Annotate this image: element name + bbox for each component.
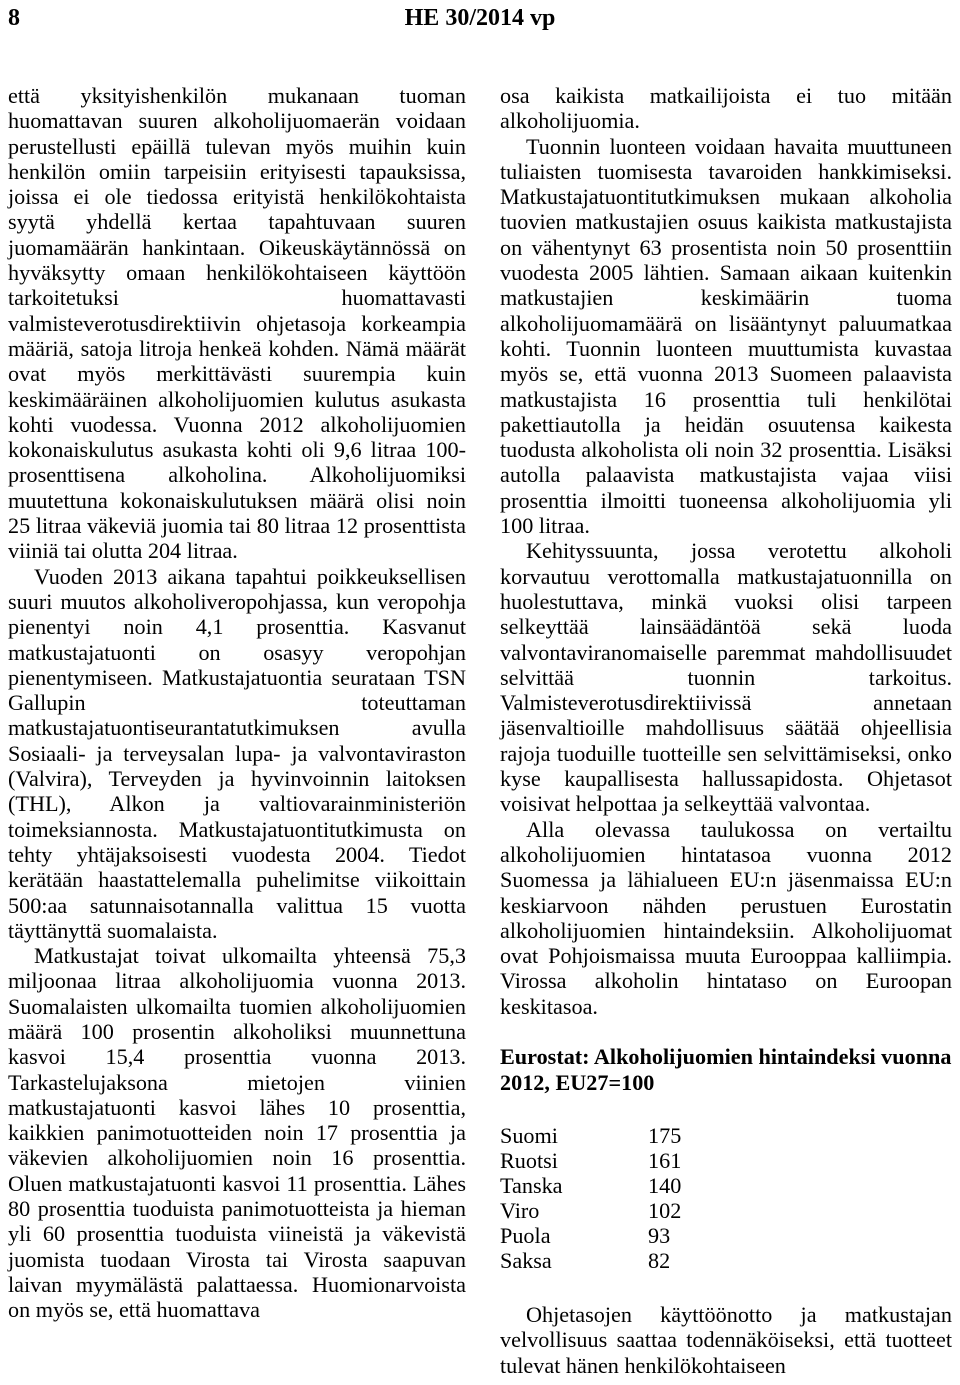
table-caption: Eurostat: Alkoholijuomien hintaindeksi vuonna 2012, EU27=100	[500, 1043, 952, 1095]
table-cell-value: 161	[648, 1147, 682, 1173]
price-index-table	[500, 1123, 681, 1273]
table-row	[500, 1173, 681, 1198]
body-paragraph: että yksityishenkilön mukanaan tuoman huomattavan suuren alkoholijuomaerän voidaan perustellusti epäillä tulevan myös muihin kuin henkilön omiin tarpeisiin erityisesti tapauksissa, joissa ei ole tiedossa erityistä henkilökohtaista syytä yhdellä kertaa tapahtuvaan suuren juomamäärän hankintaan. Oikeuskäytännössä on hyväksytty omaan henkilökohtaiseen käyttöön tarkoitetuksi huomattavasti valmisteverotusdirektiivin ohjetasoja korkeampia määriä, satoja litroja henkeä kohden. Nämä määrät ovat myös merkittävästi suurempia kuin keskimääräinen alkoholijuomien kulutus asukasta kohti vuodessa. Vuonna 2012 alkoholijuomien kokonaiskulutus asukasta kohti oli 9,6 litraa 100-prosenttisena alkoholina. Alkoholijuomiksi muutettuna kokonaiskulutuksen määrä olisi noin 25 litraa väkeviä juomia tai 80 litraa 12 prosenttista viiniä tai olutta 204 litraa.	[8, 83, 466, 564]
body-paragraph: Matkustajat toivat ulkomailta yhteensä 75,3 miljoonaa litraa alkoholijuomia vuonna 2013. Suomalaisten ulkomailta tuomien alkoholijuomien määrä 100 prosentin alkoholiksi muunnettuna kasvoi 15,4 prosenttia vuonna 2013. Tarkastelujaksona mietojen viinien matkustajatuonti kasvoi lähes 10 prosenttia, kaikkien panimotuotteiden noin 17 prosenttia ja väkevien alkoholijuomien noin 16 prosenttia. Oluen matkustajatuonti kasvoi 11 prosenttia. Lähes 80 prosenttia tuoduista panimotuotteista ja hieman yli 60 prosenttia tuoduista viineistä ja väkevistä juomista tuodaan Virosta tai Virosta saapuvan laivan myymälästä palattaessa. Huomionarvoista on myös se, että huomattava	[8, 943, 466, 1323]
page-number: 8	[8, 5, 20, 31]
table-cell-country: Ruotsi	[500, 1147, 558, 1173]
table-cell-country: Suomi	[500, 1122, 558, 1148]
table-cell-value: 93	[648, 1222, 671, 1248]
table-row	[500, 1223, 681, 1248]
body-paragraph: Kehityssuunta, jossa verotettu alkoholi korvautuu verottomalla matkustajatuonnilla on huolestuttava, minkä vuoksi olisi tarpeen selkeyttää lainsäädäntöä sekä luoda valvontaviranomaiselle paremmat mahdollisuudet selvittää tuonnin tarkoitus. Valmisteverotusdirektiivissä annetaan jäsenvaltioille mahdollisuus säätää ohjeellisia rajoja tuoduille tuotteille sen selvittämiseksi, onko kyse kaupallisesta hallussapidosta. Ohjetasot voisivat helpottaa ja selkeyttää valvontaa.	[500, 538, 952, 817]
table-cell-country: Puola	[500, 1222, 551, 1248]
table-cell-value: 102	[648, 1197, 682, 1223]
document-id: HE 30/2014 vp	[404, 5, 556, 31]
table-cell-value: 175	[648, 1122, 682, 1148]
body-paragraph: Ohjetasojen käyttöönotto ja matkustajan velvollisuus saattaa todennäköiseksi, että tuotteet tulevat hänen henkilökohtaiseen	[500, 1301, 952, 1378]
table-cell-country: Viro	[500, 1197, 540, 1223]
table-cell-country: Saksa	[500, 1247, 552, 1273]
body-paragraph: Tuonnin luonteen voidaan havaita muuttuneen tuliaisten tuomisesta tavaroiden hankkimiseksi. Matkustajatuontitutkimuksen mukaan alkoholia tuovien matkustajien osuus kaikista matkustajista on vähentynyt 63 prosentista noin 50 prosenttiin vuodesta 2005 lähtien. Samaan aikaan kuitenkin matkustajien keskimäärin tuoma alkoholijuomamäärä on lisääntynyt paluumatkaa kohti. Tuonnin luonteen muuttumista kuvastaa myös se, että vuonna 2013 Suomeen palaavista matkustajista 16 prosenttia tuli henkilötai pakettiautolla ja heidän osuutensa kaikesta tuodusta alkoholista oli noin 32 prosenttia. Lisäksi autolla palaavista matkustajista vajaa viisi prosenttia ilmoitti tuoneensa alkoholijuomia yli 100 litraa.	[500, 133, 952, 539]
body-paragraph: Alla olevassa taulukossa on vertailtu alkoholijuomien hintatasoa vuonna 2012 Suomessa ja lähialueen EU:n jäsenmaissa EU:n keskiarvoon nähden perustuen Eurostatin alkoholijuomien hintaindeksiin. Alkoholijuomat ovat Pohjoismaissa muuta Eurooppaa kalliimpia. Virossa alkoholin hintataso on Euroopan keskitasoa.	[500, 816, 952, 1019]
table-row	[500, 1248, 681, 1273]
body-paragraph: osa kaikista matkailijoista ei tuo mitään alkoholijuomia.	[500, 83, 952, 134]
table-row	[500, 1123, 681, 1148]
table-cell-value: 140	[648, 1172, 682, 1198]
table-cell-country: Tanska	[500, 1172, 563, 1198]
spacer	[500, 1273, 952, 1302]
body-paragraph: Vuoden 2013 aikana tapahtui poikkeuksellisen suuri muutos alkoholiveropohjassa, kun veropohja pienentyi noin 4,1 prosenttia. Kasvanut matkustajatuonti on osasyy veropohjan pienentymiseen. Matkustajatuontia seurataan TSN Gallupin toteuttaman matkustajatuontiseurantatutkimuksen avulla Sosiaali- ja terveysalan lupa- ja valvontaviraston (Valvira), Terveyden ja hyvinvoinnin laitoksen (THL), Alkon ja valtiovarainministeriön toimeksiannosta. Matkustajatuontitutkimusta on tehty yhtäjaksoisesti vuodesta 2004. Tiedot kerätään haastattelemalla puhelimitse viikoittain 500:aa satunnaisotannalla valittua 15 vuotta täyttänyttä suomalaista.	[8, 563, 466, 943]
left-column	[8, 83, 466, 1323]
right-column	[500, 83, 952, 1378]
table-cell-value: 82	[648, 1247, 671, 1273]
table-row	[500, 1148, 681, 1173]
table-row	[500, 1198, 681, 1223]
